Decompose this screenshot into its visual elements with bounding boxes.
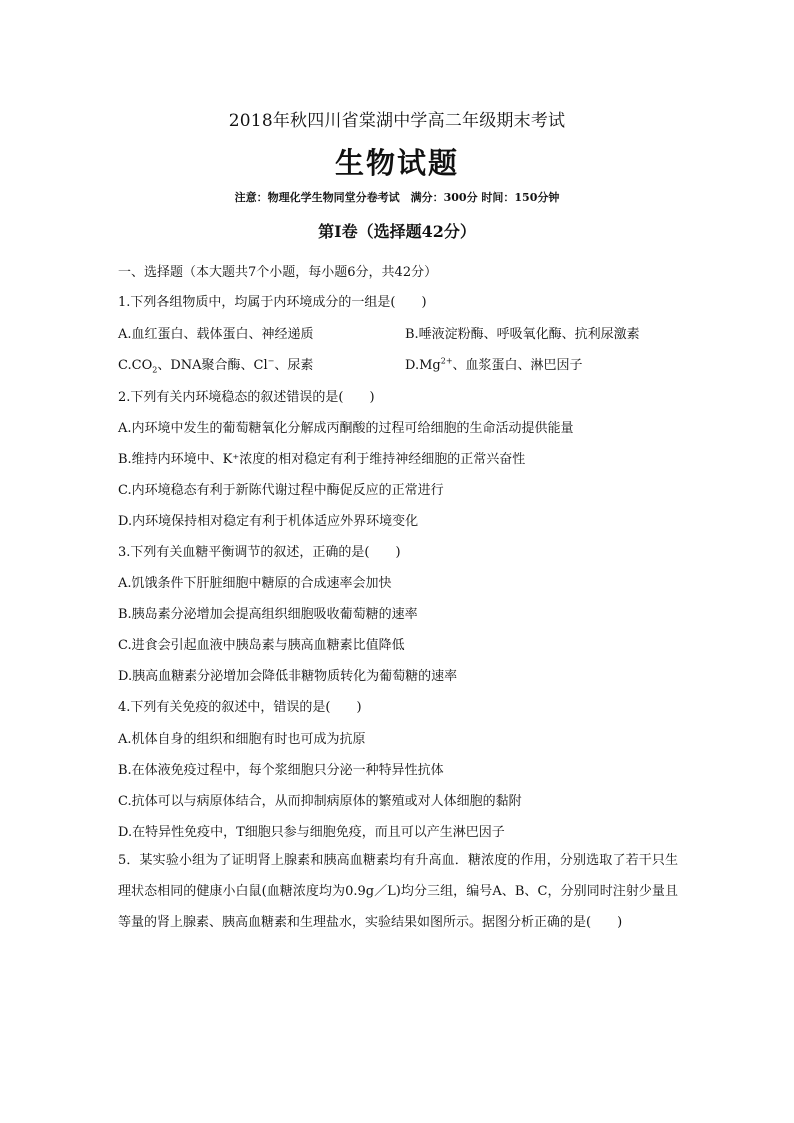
question-3-option-b: B.胰岛素分泌增加会提高组织细胞吸收葡萄糖的速率: [118, 607, 418, 622]
section-title: 第Ⅰ卷（选择题42分）: [318, 222, 476, 241]
subject-title: 生物试题: [334, 146, 459, 180]
question-2-option-a: A.内环境中发生的葡萄糖氧化分解成丙酮酸的过程可给细胞的生命活动提供能量: [118, 421, 574, 436]
question-4-option-c: C.抗体可以与病原体结合，从而抑制病原体的繁殖或对人体细胞的黏附: [118, 794, 522, 809]
option-c-superscript: −: [267, 356, 275, 366]
question-1-option-d: [405, 354, 583, 373]
question-4-stem: 4.下列有关免疫的叙述中，错误的是( ): [118, 700, 362, 715]
option-d-text-1: D.Mg: [405, 358, 441, 373]
question-2-option-b: B.维持内环境中、K⁺浓度的相对稳定有利于维持神经细胞的正常兴奋性: [118, 452, 526, 467]
question-1-option-b: B.唾液淀粉酶、呼吸氧化酶、抗利尿激素: [405, 327, 640, 342]
instructions: 一、选择题（本大题共7个小题，每小题6分，共42分）: [118, 265, 438, 280]
exam-title: 2018年秋四川省棠湖中学高二年级期末考试: [228, 111, 566, 131]
option-c-text-3: 、尿素: [274, 358, 314, 373]
option-c-subscript: 2: [152, 365, 158, 375]
question-3-option-a: A.饥饿条件下肝脏细胞中糖原的合成速率会加快: [118, 576, 392, 591]
question-4-option-d: D.在特异性免疫中，T细胞只参与细胞免疫，而且可以产生淋巴因子: [118, 825, 505, 840]
question-3-option-d: D.胰高血糖素分泌增加会降低非糖物质转化为葡萄糖的速率: [118, 669, 458, 684]
option-c-text-1: C.CO: [118, 358, 153, 373]
question-1-option-a: A.血红蛋白、载体蛋白、神经递质: [118, 327, 314, 342]
exam-notice: 注意：物理化学生物同堂分卷考试 满分：300分 时间：150分钟: [234, 191, 560, 204]
option-d-superscript: 2+: [440, 356, 453, 366]
question-3-option-c: C.进食会引起血液中胰岛素与胰高血糖素比值降低: [118, 638, 405, 653]
question-2-stem: 2.下列有关内环境稳态的叙述错误的是( ): [118, 390, 375, 405]
question-4-option-b: B.在体液免疫过程中，每个浆细胞只分泌一种特异性抗体: [118, 763, 444, 778]
option-d-text-2: 、血浆蛋白、淋巴因子: [452, 358, 583, 373]
question-1-stem: 1.下列各组物质中，均属于内环境成分的一组是( ): [118, 295, 427, 310]
question-1-option-c: [118, 354, 313, 375]
question-4-option-a: A.机体自身的组织和细胞有时也可成为抗原: [118, 732, 366, 747]
question-2-option-d: D.内环境保持相对稳定有利于机体适应外界环境变化: [118, 514, 419, 529]
question-3-stem: 3.下列有关血糖平衡调节的叙述，正确的是( ): [118, 545, 401, 560]
question-5-stem: 5．某实验小组为了证明肾上腺素和胰高血糖素均有升高血．糖浓度的作用，分别选取了若干只生理状态相同的健康小白鼠(血糖浓度均为0.9g／L)均分三组，编号A、B、C，分别同时注射少量且等量的肾上腺素、胰高血糖素和生理盐水，实验结果如图所示。据图分析正确的是( ): [118, 853, 678, 930]
question-2-option-c: C.内环境稳态有利于新陈代谢过程中酶促反应的正常进行: [118, 483, 444, 498]
option-c-text-2: 、DNA聚合酶、Cl: [157, 358, 268, 373]
